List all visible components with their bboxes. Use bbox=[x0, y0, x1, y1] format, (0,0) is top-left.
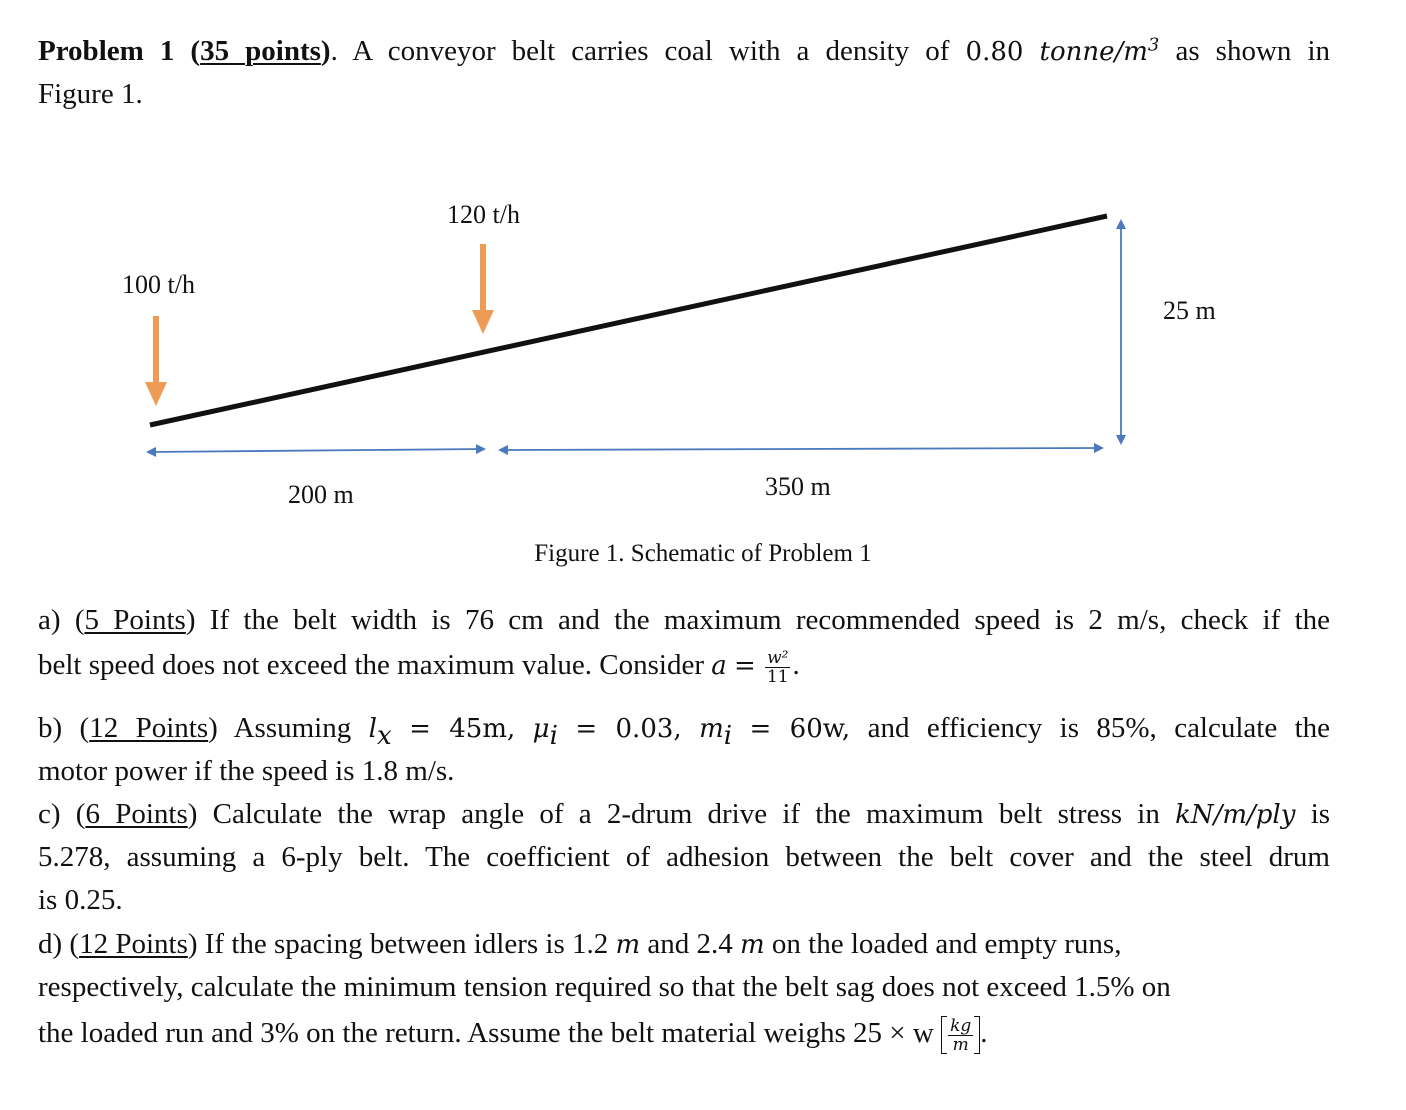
part-c-line-1: c) (6 Points) Calculate the wrap angle of a 2-drum drive if the maximum belt stress in kN/m/ply is bbox=[38, 798, 1331, 830]
problem-statement-line-1: Problem 1 (35 points). A conveyor belt carries coal with a density of 0.80 tonne/$m^3$ as shown in bbox=[38, 34, 1331, 67]
part-b-line-2: motor power if the speed is 1.8 m/s. bbox=[38, 755, 455, 787]
part-a-line-2: belt speed does not exceed the maximum value. Consider a = $\frac{\text{w²}}{11}$ . bbox=[38, 647, 800, 687]
stress-unit: kN/m/ply bbox=[1175, 800, 1296, 830]
feed-arrow-2 bbox=[472, 244, 494, 334]
fraction-w2-over-11: $\frac{\text{w²}}{11}$ bbox=[766, 647, 789, 687]
problem-text-end: as shown in bbox=[1175, 35, 1331, 67]
part-a-line-1: a) (5 Points) If the belt width is 76 cm and the maximum recommended speed is 2 m/s, check if the bbox=[38, 604, 1331, 636]
var-a: a bbox=[711, 651, 727, 681]
feed-2-label: 120 t/h bbox=[447, 200, 520, 229]
part-c-line-3: is 0.25. bbox=[38, 884, 123, 916]
part-d-line-2: respectively, calculate the minimum tension required so that the belt sag does not exceed 1.5% on bbox=[38, 971, 1171, 1003]
density-value: 0.80 bbox=[965, 37, 1024, 67]
conveyor-figure bbox=[0, 0, 1406, 530]
part-d-points: 12 Points bbox=[79, 928, 188, 960]
problem-statement-line-2: Figure 1. bbox=[38, 78, 143, 110]
part-b-line-1: b) (12 Points) Assuming $l_x = 45m$, $\mu_i = 0.03$, $m_i = 60w$, and efficiency is 85%, calculate the bbox=[38, 712, 1331, 751]
problem-label: Problem 1 bbox=[38, 35, 175, 67]
part-d-line-3: the loaded run and 3% on the return. Assume the belt material weighs 25 × w $\frac{kg}{m}$ . bbox=[38, 1016, 988, 1056]
span-1-dimension-arrow bbox=[148, 449, 484, 452]
conveyor-belt bbox=[150, 216, 1107, 425]
feed-1-label: 100 t/h bbox=[122, 270, 195, 299]
unit-kg-per-m: $\frac{kg}{m}$ bbox=[941, 1016, 980, 1054]
part-c-points: 6 Points bbox=[85, 798, 188, 830]
part-b-points: 12 Points bbox=[89, 712, 209, 744]
feed-arrow-1 bbox=[145, 316, 167, 406]
figure-caption: Figure 1. Schematic of Problem 1 bbox=[534, 540, 872, 567]
span-2-dimension-arrow bbox=[500, 448, 1102, 450]
problem-text: . A conveyor belt carries coal with a density of bbox=[330, 35, 950, 67]
span-1-label: 200 m bbox=[288, 480, 354, 509]
height-label: 25 m bbox=[1163, 296, 1216, 325]
span-2-label: 350 m bbox=[765, 472, 831, 501]
density-unit: tonne/$m^3$ bbox=[1039, 34, 1160, 67]
problem-points: 35 points bbox=[200, 35, 321, 67]
part-d-line-1: d) (12 Points) If the spacing between idlers is 1.2 m and 2.4 m on the loaded and empty runs, bbox=[38, 928, 1122, 960]
part-c-line-2: 5.278, assuming a 6-ply belt. The coefficient of adhesion between the belt cover and the steel drum bbox=[38, 841, 1330, 873]
part-a-points: 5 Points bbox=[84, 604, 186, 636]
